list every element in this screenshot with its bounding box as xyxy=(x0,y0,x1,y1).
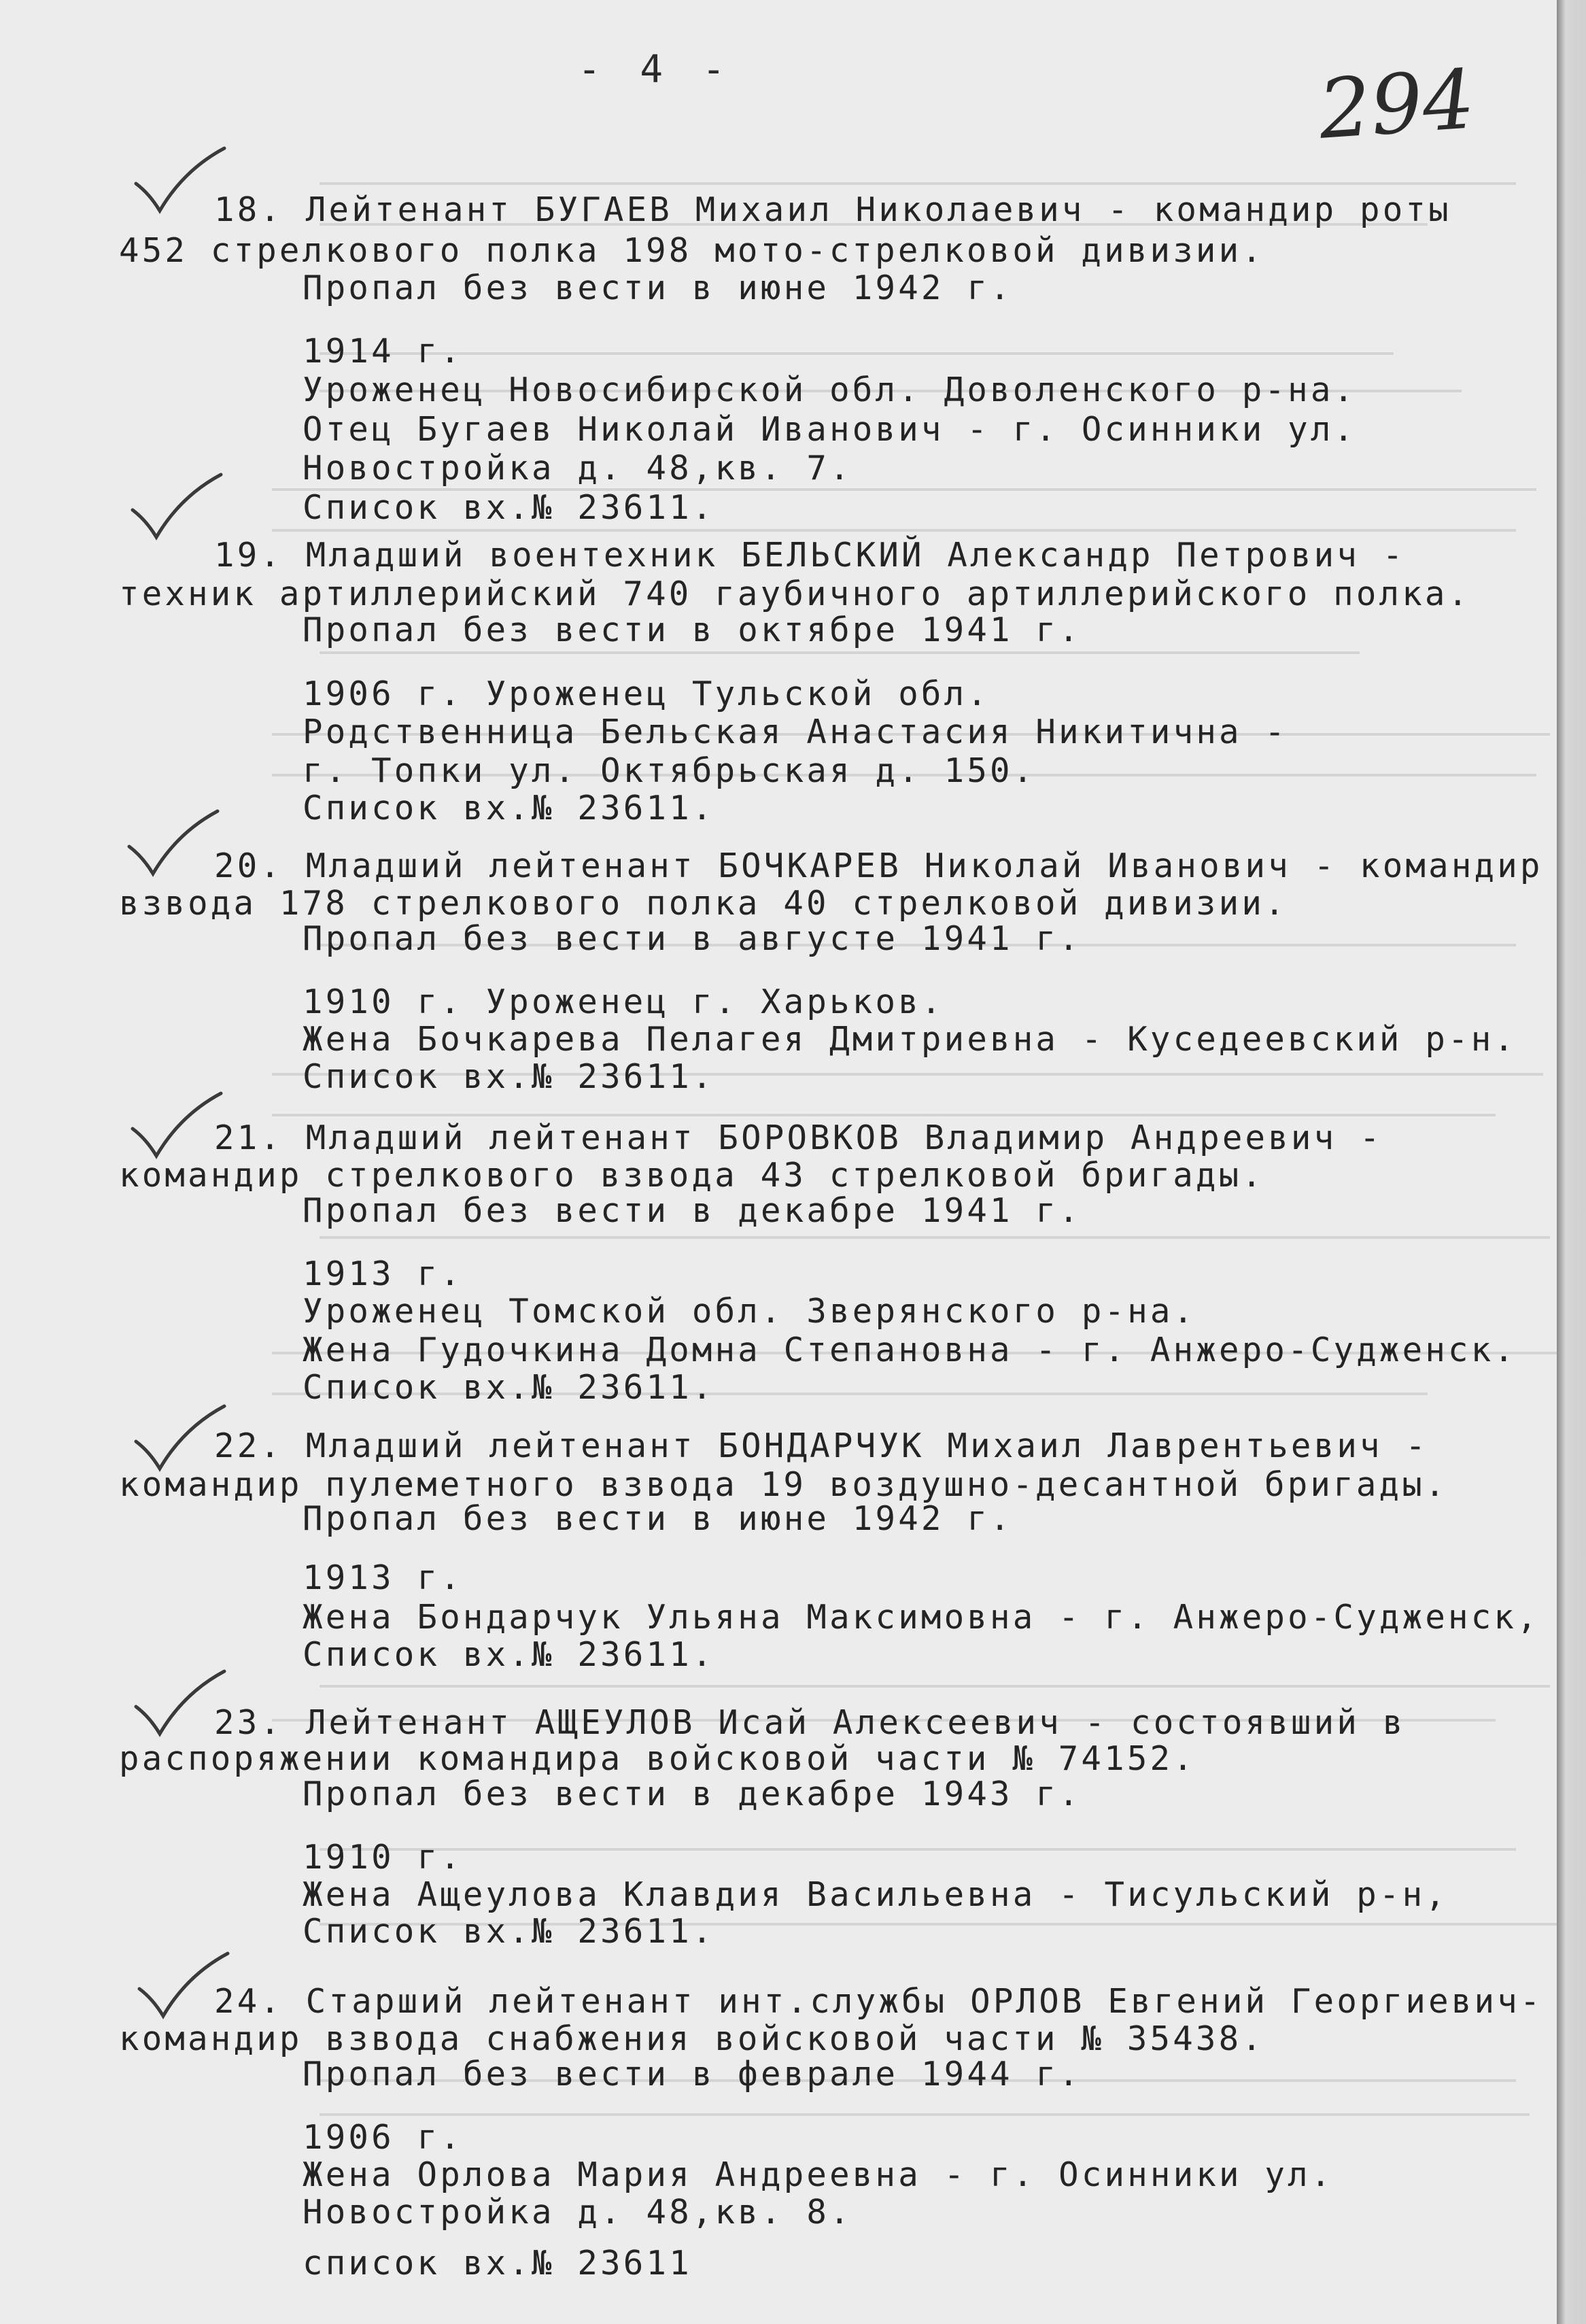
entry-line: Новостройка д. 48,кв. 7. xyxy=(303,449,852,488)
entry-line: 23. Лейтенант АЩЕУЛОВ Исай Алексеевич - состоявший в xyxy=(214,1703,1406,1742)
entry-line: Жена Гудочкина Домна Степановна - г. Анжеро-Судженск. xyxy=(303,1331,1517,1369)
entry-line: Пропал без вести в августе 1941 г. xyxy=(303,919,1082,958)
entry-line: Пропал без вести в декабре 1943 г. xyxy=(303,1775,1082,1813)
entry-line: Пропал без вести в июне 1942 г. xyxy=(303,1499,1013,1538)
entry-line: Отец Бугаев Николай Иванович - г. Осинники ул. xyxy=(303,410,1357,449)
entry-line: 1914 г. xyxy=(303,332,463,371)
entry-line: 1910 г. Уроженец г. Харьков. xyxy=(303,982,944,1021)
handwritten-archive-number: 294 xyxy=(1315,52,1478,158)
entry-line: командир взвода снабжения войсковой части № 35438. xyxy=(119,2019,1265,2058)
entry-line: взвода 178 стрелкового полка 40 стрелковой дивизии. xyxy=(119,884,1288,923)
entry-line: 1906 г. Уроженец Тульской обл. xyxy=(303,674,990,713)
entry-line: 20. Младший лейтенант БОЧКАРЕВ Николай Иванович - командир xyxy=(214,847,1543,885)
entry-line: Список вх.№ 23611. xyxy=(303,1912,715,1951)
check-mark-icon xyxy=(122,806,224,881)
page-number: - 4 - xyxy=(578,48,734,92)
entry-line: Жена Бочкарева Пелагея Дмитриевна - Куседеевский р-н. xyxy=(303,1020,1517,1059)
entry-line: техник артиллерийский 740 гаубичного артиллерийского полка. xyxy=(119,575,1471,613)
entry-line: 1906 г. xyxy=(303,2118,463,2157)
entry-line: распоряжении командира войсковой части № 74152. xyxy=(119,1739,1196,1778)
entry-line: командир пулеметного взвода 19 воздушно-десантной бригады. xyxy=(119,1465,1448,1504)
check-mark-icon xyxy=(126,1088,228,1163)
entry-line: Новостройка д. 48,кв. 8. xyxy=(303,2193,852,2232)
entry-line: Уроженец Томской обл. Зверянского р-на. xyxy=(303,1292,1196,1331)
entry-line: 1910 г. xyxy=(303,1838,463,1877)
entry-line: командир стрелкового взвода 43 стрелковой бригады. xyxy=(119,1156,1265,1195)
entry-line: Список вх.№ 23611. xyxy=(303,1635,715,1674)
entry-line: 24. Старший лейтенант инт.службы ОРЛОВ Евгений Георгиевич- xyxy=(214,1982,1543,2021)
page-edge-shadow xyxy=(1557,0,1586,2324)
entry-line: список вх.№ 23611 xyxy=(303,2244,692,2283)
entry-line: Пропал без вести в феврале 1944 г. xyxy=(303,2055,1082,2094)
check-mark-icon xyxy=(126,469,228,544)
entry-line: 18. Лейтенант БУГАЕВ Михаил Николаевич - командир роты xyxy=(214,190,1451,229)
entry-line: Список вх.№ 23611. xyxy=(303,789,715,827)
entry-line: Пропал без вести в декабре 1941 г. xyxy=(303,1191,1082,1230)
entry-line: Жена Орлова Мария Андреевна - г. Осинники ул. xyxy=(303,2155,1334,2194)
entry-line: 1913 г. xyxy=(303,1254,463,1293)
entry-line: Родственница Бельская Анастасия Никитична - xyxy=(303,713,1288,751)
entry-line: Жена Ащеулова Клавдия Васильевна - Тисульский р-н, xyxy=(303,1875,1449,1914)
entry-line: г. Топки ул. Октябрьская д. 150. xyxy=(303,751,1036,790)
entry-line: Уроженец Новосибирской обл. Доволенского р-на. xyxy=(303,371,1357,409)
entry-line: Список вх.№ 23611. xyxy=(303,488,715,527)
entry-line: 19. Младший воентехник БЕЛЬСКИЙ Александр Петрович - xyxy=(214,536,1406,575)
entry-line: 452 стрелкового полка 198 мото-стрелковой дивизии. xyxy=(119,231,1265,270)
entry-line: 22. Младший лейтенант БОНДАРЧУК Михаил Лаврентьевич - xyxy=(214,1426,1429,1465)
entry-line: Жена Бондарчук Ульяна Максимовна - г. Анжеро-Судженск, xyxy=(303,1598,1540,1637)
entry-line: 1913 г. xyxy=(303,1558,463,1597)
entry-line: Пропал без вести в октябре 1941 г. xyxy=(303,611,1082,649)
entry-line: 21. Младший лейтенант БОРОВКОВ Владимир Андреевич - xyxy=(214,1118,1383,1157)
entry-line: Список вх.№ 23611. xyxy=(303,1368,715,1407)
entry-line: Список вх.№ 23611. xyxy=(303,1057,715,1096)
entry-line: Пропал без вести в июне 1942 г. xyxy=(303,269,1013,307)
